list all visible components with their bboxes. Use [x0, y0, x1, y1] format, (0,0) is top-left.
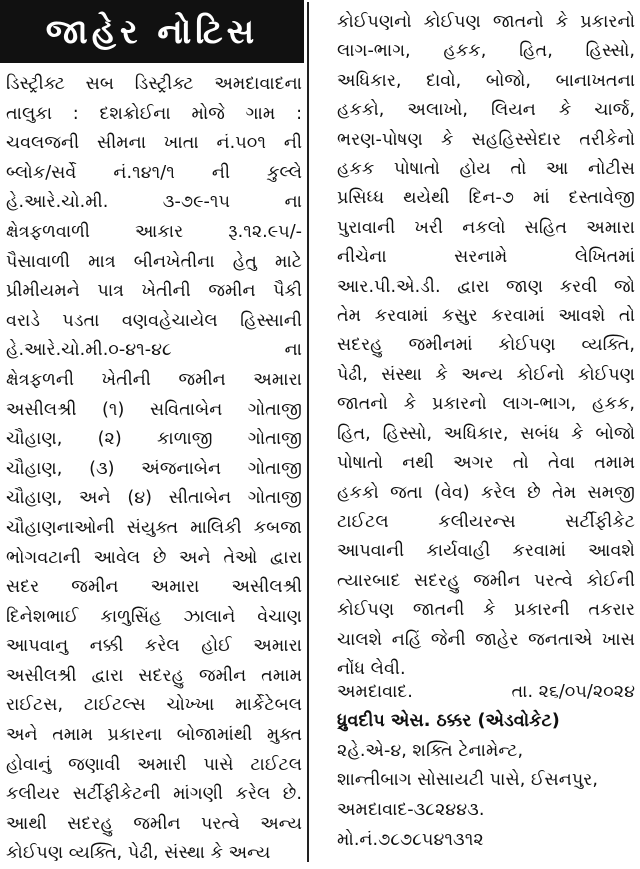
notice-right-line: જાતનો કે પ્રકારનો લાગ-ભાગ, હકક,	[337, 394, 635, 415]
notice-left-line: ક્ષેત્રફળની ખેતીની જમીન અમારા	[6, 369, 302, 390]
notice-title: જાહેર નોટિસ	[45, 11, 259, 52]
notice-body-right	[337, 8, 635, 684]
address-line-2: શાન્તીબાગ સોસાયટી પાસે, ઈસનપુર,	[337, 770, 598, 790]
notice-left-line: અસીલશ્રી (૧) સવિતાબેન ગોતાજી	[6, 399, 302, 420]
notice-left-line: હે.આરે.ચો.મી.૦-૪૧-૪૮ ના	[6, 340, 302, 361]
notice-left-line: રાઈટસ, ટાઈટલ્સ ચોખ્ખા માર્કેટેબલ	[6, 695, 302, 716]
notice-left-line: ક્ષેત્રફળવાળી આકાર રૂ.૧૨.૯૫/-	[6, 221, 302, 242]
notice-left-line: હે.આરે.ચો.મી. ૩-૭૯-૧૫ ના	[6, 192, 302, 213]
notice-right-line: પુરાવાની ખરી નકલો સહિત અમારા	[337, 217, 635, 238]
notice-left-line: ચવલજની સીમના ખાતા નં.૫૦૧ ની	[6, 133, 302, 154]
notice-right-line: અધિકાર, દાવો, બોજો, બાનાખતના	[337, 70, 635, 91]
notice-right-line: પોષાતો નથી અગર તો તેવા તમામ	[337, 453, 635, 474]
notice-right-line: ચાલશે નહિં જેની જાહેર જનતાએ ખાસ	[337, 629, 635, 650]
notice-right-line: નીચેના સરનામે લેખિતમાં	[337, 247, 635, 268]
notice-left-line: આપવાનુ નક્કી કરેલ હોઈ અમારા	[6, 636, 302, 657]
signature-place-date	[337, 678, 635, 707]
notice-right-line: આપવાની કાર્યવાહી કરવામાં આવશે	[337, 541, 635, 562]
notice-right-line: તેમ કરવામાં કસુર કરવામાં આવશે તો	[337, 306, 635, 327]
signature-date: તા. ૨૬/૦૫/૨૦૨૪	[511, 682, 635, 702]
notice-left-line: કલીયર સર્ટીફીકેટની માંગણી કરેલ છે.	[6, 784, 302, 805]
notice-right-line: હકકો જતા (વેવ) કરેલ છે તેમ સમજી	[337, 482, 635, 503]
phone-number: મો.નં.૭૮૭૮૫૪૧૩૧૨	[337, 830, 484, 850]
right-column	[311, 0, 640, 865]
notice-left-line: કોઈપણ વ્યક્તિ, પેઢી, સંસ્થા કે અન્ય	[6, 843, 271, 864]
notice-left-line: આથી સદરહુ જમીન પરત્વે અન્ય	[6, 813, 302, 834]
left-column	[0, 0, 306, 865]
notice-left-line: દિનેશભાઈ કાળુસિંહ ઝાલાને વેચાણ	[6, 606, 302, 627]
notice-right-line: પેઢી, સંસ્થા કે અન્ય કોઈનો કોઈપણ	[337, 364, 635, 385]
notice-right-line: ભરણ-પોષણ કે સહહિસ્સેદાર તરીકેનો	[337, 129, 635, 150]
notice-right-line: આર.પી.એ.ડી. દ્વારા જાણ કરવી જો	[337, 276, 635, 297]
notice-left-line: ચૌહાણનાઓની સંયુક્ત માલિકી કબજા	[6, 517, 302, 538]
notice-right-line: ટાઈટલ કલીયરન્સ સર્ટીફીકેટ	[337, 511, 635, 532]
notice-right-line: પ્રસિધ્ધ થયેથી દિન-૭ માં દસ્તાવેજી	[337, 188, 635, 209]
notice-left-line: ચૌહાણ, (૩) અંજનાબેન ગોતાજી	[6, 458, 302, 479]
column-divider	[307, 2, 309, 862]
notice-right-line: હિત, હિસ્સો, અધિકાર, સબંધ કે બોજો	[337, 423, 635, 444]
notice-right-line: નોંધ લેવી.	[337, 658, 406, 679]
notice-left-line: ચૌહાણ, (૨) કાળાજી ગોતાજી	[6, 429, 302, 450]
notice-left-line: પૈસાવાળી માત્ર બીનખેતીના હેતુ માટે	[6, 251, 302, 272]
address-city: અમદાવાદ-૩૮૨૪૪૩.	[337, 800, 485, 820]
notice-left-line: ચૌહાણ, અને (૪) સીતાબેન ગોતાજી	[6, 488, 302, 509]
notice-left-line: તાલુકા : દશક્રોઈના મોજે ગામ :	[6, 103, 302, 124]
notice-right-line: કોઈપણનો કોઈપણ જાતનો કે પ્રકારનો	[337, 12, 635, 32]
notice-body-left	[6, 70, 302, 869]
notice-left-line: ભોગવટાની આવેલ છે અને તેઓ દ્વારા	[6, 547, 302, 568]
notice-right-line: સદરહુ જમીનમાં કોઈપણ વ્યક્તિ,	[337, 335, 635, 356]
notice-right-line: હકક પોષાતો હોય તો આ નોટીસ	[337, 159, 635, 180]
advocate-name: ધ્રુવદીપ એસ. ઠક્કર (એડવોકેટ)	[337, 711, 560, 731]
notice-right-line: લાગ-ભાગ, હકક, હિત, હિસ્સો,	[337, 41, 635, 62]
notice-right-line: ત્યારબાદ સદરહુ જમીન પરત્વે કોઈની	[337, 570, 635, 591]
notice-left-line: પ્રીમીયમને પાત્ર ખેતીની જમીન પૈકી	[6, 281, 302, 302]
notice-left-line: ડિસ્ટ્રીક્ટ સબ ડિસ્ટ્રીક્ટ અમદાવાદના	[6, 74, 302, 94]
notice-left-line: હોવાનું જણાવી અમારી પાસે ટાઈટલ	[6, 754, 302, 775]
notice-left-line: અને તમામ પ્રકારના બોજામાંથી મુક્ત	[6, 725, 302, 746]
signature-place: અમદાવાદ.	[337, 682, 413, 702]
notice-title-banner	[0, 0, 304, 63]
notice-left-line: બ્લોક/સર્વે નં.૧૪૧/૧ ની કુલ્લે	[6, 162, 302, 183]
notice-left-line: વરાડે પડતા વણવહેચાયેલ હિસ્સાની	[6, 310, 302, 331]
address-line-1: ૨હે.એ-૪, શક્તિ ટેનામેન્ટ,	[337, 741, 524, 761]
notice-left-line: સદર જમીન અમારા અસીલશ્રી	[6, 577, 302, 598]
notice-right-line: કોઈપણ જાતની કે પ્રકારની તકરાર	[337, 600, 635, 621]
notice-left-line: અસીલશ્રી દ્વારા સદરહુ જમીન તમામ	[6, 665, 302, 686]
notice-right-line: હકકો, અલાખો, લિયન કે ચાર્જ,	[337, 100, 635, 121]
